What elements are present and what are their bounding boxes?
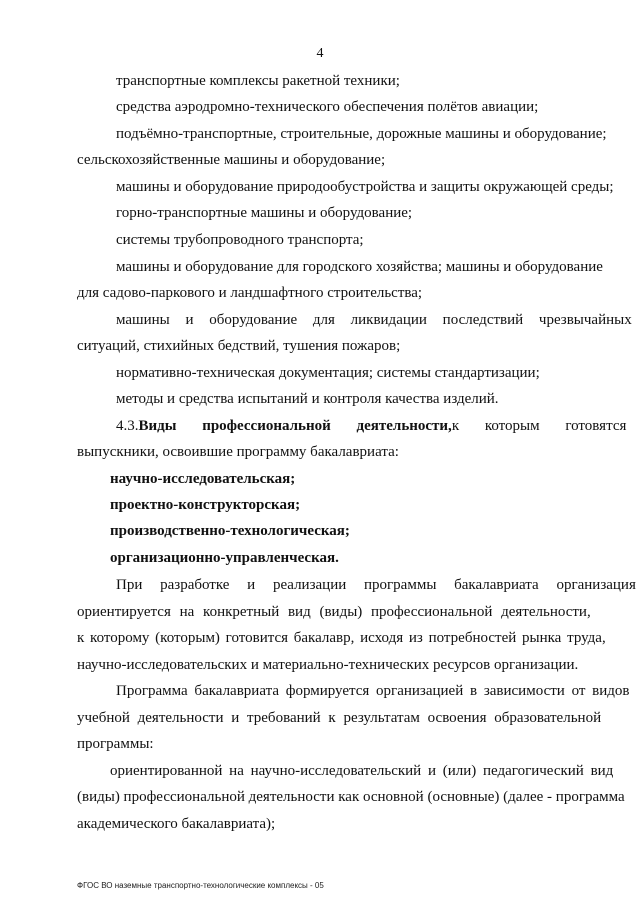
activity-type: научно-исследовательская; [110, 471, 296, 487]
list-item: методы и средства испытаний и контроля качества изделий. [116, 391, 499, 407]
list-item: машины и оборудование для ликвидации последствий чрезвычайных [116, 312, 632, 328]
paragraph-line: к которому (которым) готовится бакалавр, исходя из потребностей рынка труда, [77, 630, 606, 646]
paragraph-line: научно-исследовательских и материально-технических ресурсов организации. [77, 657, 579, 673]
paragraph-line: ориентированной на научно-исследовательский и (или) педагогический вид [110, 763, 614, 779]
list-item: горно-транспортные машины и оборудование; [116, 205, 413, 221]
section-heading-4-3 [116, 417, 627, 435]
list-item: машины и оборудование для городского хозяйства; машины и оборудование [116, 259, 603, 275]
section-lead-rest: к которым готовятся [451, 418, 627, 434]
list-item: машины и оборудование природообустройства и защиты окружающей среды; [116, 179, 614, 195]
list-item: ситуаций, стихийных бедствий, тушения пожаров; [77, 338, 401, 354]
section-number: 4.3. [116, 418, 139, 434]
section-line: выпускники, освоившие программу бакалавриата: [77, 444, 399, 460]
page-number: 4 [316, 46, 324, 61]
paragraph-line: академического бакалавриата); [77, 816, 276, 832]
list-item: сельскохозяйственные машины и оборудование; [77, 152, 386, 168]
paragraph-line: (виды) профессиональной деятельности как основной (основные) (далее - программа [77, 789, 625, 805]
list-item: транспортные комплексы ракетной техники; [116, 73, 400, 89]
paragraph-line: ориентируется на конкретный вид (виды) профессиональной деятельности, [77, 604, 591, 620]
list-item: подъёмно-транспортные, строительные, дорожные машины и оборудование; [116, 126, 607, 142]
activity-type: производственно-технологическая; [110, 523, 350, 539]
list-item: нормативно-техническая документация; системы стандартизации; [116, 365, 540, 381]
paragraph-line: программы: [77, 736, 154, 752]
list-item: системы трубопроводного транспорта; [116, 232, 364, 248]
list-item: для садово-паркового и ландшафтного строительства; [77, 285, 423, 301]
activity-type: проектно-конструкторская; [110, 497, 301, 513]
list-item: средства аэродромно-технического обеспечения полётов авиации; [116, 99, 539, 115]
activity-type: организационно-управленческая. [110, 550, 339, 566]
paragraph-line: Программа бакалавриата формируется организацией в зависимости от видов [116, 683, 630, 699]
section-bold-lead: Виды профессиональной деятельности, [138, 418, 452, 434]
page-footer: ФГОС ВО наземные транспортно-технологические комплексы - 05 [77, 881, 324, 890]
paragraph-line: При разработке и реализации программы бакалавриата организация [116, 577, 636, 593]
paragraph-line: учебной деятельности и требований к результатам освоения образовательной [77, 710, 602, 726]
